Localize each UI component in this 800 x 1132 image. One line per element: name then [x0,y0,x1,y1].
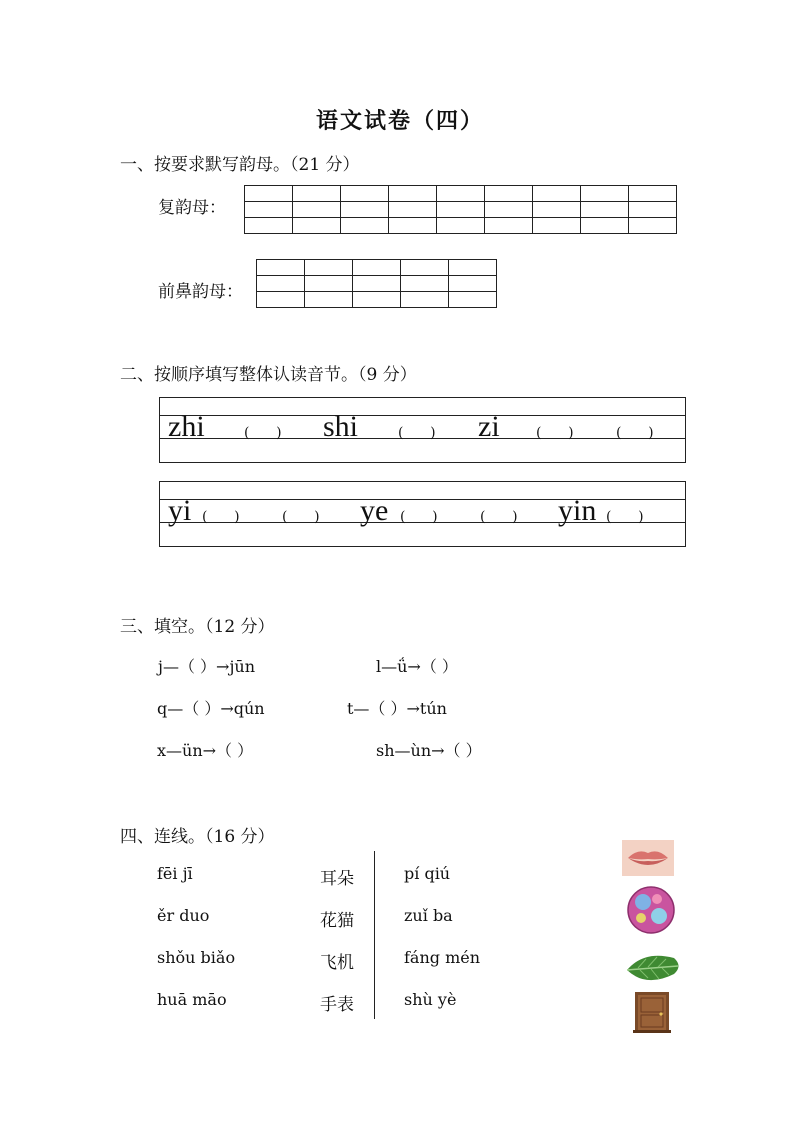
fill-item-5[interactable]: x—ün→（ ） [157,741,254,760]
hanzi-3[interactable]: 飞机 [320,953,354,973]
pinyin-left-1[interactable]: fēi jī [157,864,193,883]
page-title: 语文试卷（四） [315,108,484,134]
fill-item-1[interactable]: j—（ ）→jūn [158,657,256,676]
pinyin-right-3[interactable]: fáng mén [404,948,481,967]
leaf-picture[interactable] [624,948,684,988]
door-picture[interactable] [632,990,672,1034]
pinyin-left-3[interactable]: shǒu biǎo [157,948,236,967]
blank-6[interactable]: ( ) [282,509,320,525]
qian-bi-yunmu-label: 前鼻韵母： [158,282,243,302]
hanzi-4[interactable]: 手表 [320,995,354,1015]
syllable-shi: shi [323,410,359,443]
syllable-zi: zi [478,410,500,443]
fill-item-2[interactable]: l—ǘ→（ ） [376,657,458,676]
hanzi-2[interactable]: 花猫 [320,911,354,931]
ball-picture[interactable] [625,885,677,935]
hanzi-1[interactable]: 耳朵 [320,869,354,889]
blank-8[interactable]: ( ) [480,509,518,525]
pinyin-right-2[interactable]: zuǐ ba [404,906,453,925]
fill-item-6[interactable]: sh—ùn→（ ） [376,741,482,760]
fu-yunmu-label: 复韵母： [158,198,226,218]
pinyin-left-4[interactable]: huā māo [157,990,227,1009]
blank-9[interactable]: ( ) [606,509,644,525]
section1-heading: 一、按要求默写韵母。（21 分） [120,155,360,175]
section2-heading: 二、按顺序填写整体认读音节。（9 分） [120,365,417,385]
lips-picture[interactable] [622,840,674,876]
fill-item-3[interactable]: q—（ ）→qún [157,699,265,718]
section4-heading: 四、连线。（16 分） [120,827,275,847]
blank-4[interactable]: ( ) [616,425,654,441]
syllable-zhi: zhi [168,410,205,443]
fill-item-4[interactable]: t—（ ）→tún [347,699,447,718]
blank-2[interactable]: ( ) [398,425,436,441]
blank-7[interactable]: ( ) [400,509,438,525]
blank-5[interactable]: ( ) [202,509,240,525]
pinyin-left-2[interactable]: ěr duo [157,906,210,925]
four-line-row-2 [159,481,686,547]
qian-bi-yunmu-grid[interactable] [256,259,497,308]
syllable-ye: ye [360,494,389,527]
blank-1[interactable]: ( ) [244,425,282,441]
divider-line [374,851,375,1019]
four-line-row-1 [159,397,686,463]
pinyin-right-4[interactable]: shù yè [404,990,457,1009]
section3-heading: 三、填空。（12 分） [120,617,275,637]
blank-3[interactable]: ( ) [536,425,574,441]
syllable-yin: yin [558,494,597,527]
pinyin-right-1[interactable]: pí qiú [404,864,451,883]
syllable-yi: yi [168,494,192,527]
fu-yunmu-grid[interactable] [244,185,677,234]
